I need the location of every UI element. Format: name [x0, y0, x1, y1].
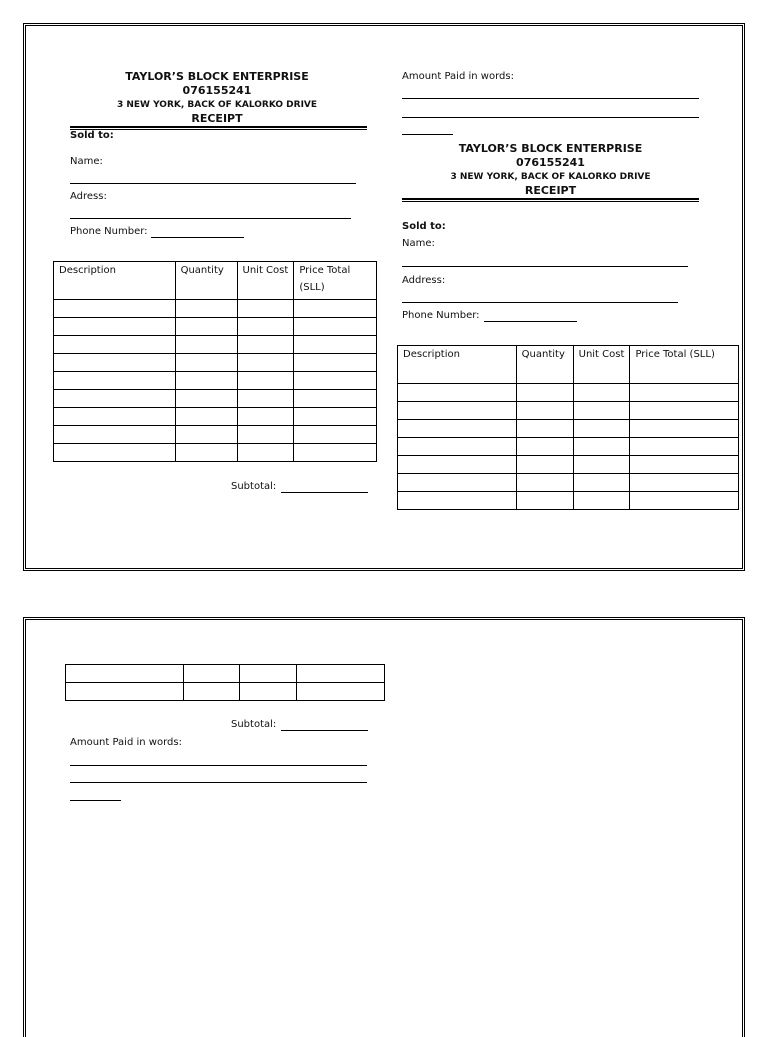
column-header: Quantity	[175, 262, 237, 300]
table-cell	[516, 492, 573, 510]
address-label: Adress:	[70, 191, 107, 202]
table-cell	[294, 408, 377, 426]
table-cell	[54, 390, 176, 408]
column-header: Unit Cost	[573, 346, 630, 384]
header-divider	[70, 126, 367, 130]
table-cell	[240, 683, 297, 701]
table-cell	[398, 492, 517, 510]
table-cell	[237, 318, 294, 336]
table-cell	[573, 492, 630, 510]
table-cell	[237, 408, 294, 426]
subtotal-label: Subtotal:	[231, 719, 277, 730]
table-row	[54, 354, 377, 372]
table-cell	[237, 336, 294, 354]
table-cell	[54, 336, 176, 354]
table-cell	[297, 683, 385, 701]
table-cell	[516, 456, 573, 474]
table-cell	[573, 420, 630, 438]
amount-words-label: Amount Paid in words:	[70, 737, 182, 748]
table-cell	[54, 372, 176, 390]
table-row	[398, 384, 739, 402]
table-row	[54, 426, 377, 444]
table-cell	[175, 426, 237, 444]
table-cell	[398, 420, 517, 438]
table-cell	[516, 438, 573, 456]
table-cell	[630, 474, 739, 492]
business-address: 3 NEW YORK, BACK OF KALORKO DRIVE	[116, 100, 318, 110]
amount-words-line-2	[70, 782, 367, 783]
table-cell	[294, 372, 377, 390]
column-header: Description	[398, 346, 517, 384]
table-cell	[398, 384, 517, 402]
amount-words-line-3	[70, 800, 121, 801]
name-line	[70, 183, 356, 184]
table-cell	[294, 444, 377, 462]
business-address: 3 NEW YORK, BACK OF KALORKO DRIVE	[450, 172, 651, 182]
table-row	[398, 438, 739, 456]
table-cell	[175, 300, 237, 318]
column-header: Price Total (SLL)	[630, 346, 739, 384]
table-cell	[573, 456, 630, 474]
business-name: TAYLOR’S BLOCK ENTERPRISE	[458, 142, 643, 155]
name-label: Name:	[402, 238, 435, 249]
table-cell	[237, 372, 294, 390]
table-cell	[297, 665, 385, 683]
table-cell	[175, 354, 237, 372]
table-cell	[294, 354, 377, 372]
business-phone: 076155241	[516, 156, 585, 169]
table-cell	[398, 474, 517, 492]
address-line	[402, 302, 678, 303]
table-cell	[54, 408, 176, 426]
table-row	[66, 665, 385, 683]
right-receipt-header	[402, 142, 699, 198]
column-header: Quantity	[516, 346, 573, 384]
table-cell	[294, 336, 377, 354]
table-cell	[573, 438, 630, 456]
column-header: Description	[54, 262, 176, 300]
table-cell	[237, 444, 294, 462]
table-row	[398, 456, 739, 474]
subtotal-line	[281, 730, 368, 731]
table-cell	[54, 426, 176, 444]
items-table-continued	[65, 664, 385, 701]
table-cell	[237, 426, 294, 444]
table-row	[398, 402, 739, 420]
table-cell	[175, 390, 237, 408]
sold-to-label: Sold to:	[402, 221, 446, 232]
table-cell	[54, 318, 176, 336]
receipt-page-1	[23, 23, 745, 571]
table-cell	[516, 384, 573, 402]
table-cell	[175, 372, 237, 390]
table-cell	[175, 408, 237, 426]
table-cell	[175, 318, 237, 336]
table-cell	[54, 300, 176, 318]
table-row	[54, 372, 377, 390]
table-cell	[237, 390, 294, 408]
table-cell	[294, 300, 377, 318]
table-cell	[294, 426, 377, 444]
table-cell	[630, 402, 739, 420]
receipt-page-2	[23, 617, 745, 1037]
items-table-right	[397, 345, 739, 510]
phone-line	[484, 321, 577, 322]
table-cell	[398, 402, 517, 420]
table-cell	[630, 492, 739, 510]
sold-to-label: Sold to:	[70, 130, 114, 141]
column-header: Unit Cost	[237, 262, 294, 300]
phone-label: Phone Number:	[402, 310, 480, 321]
table-cell	[630, 384, 739, 402]
table-row	[66, 683, 385, 701]
table-cell	[240, 665, 297, 683]
table-cell	[630, 438, 739, 456]
amount-words-line-3	[402, 134, 453, 135]
table-cell	[630, 420, 739, 438]
receipt-title: RECEIPT	[191, 112, 243, 125]
table-row	[54, 444, 377, 462]
left-receipt-header	[66, 70, 368, 126]
address-label: Address:	[402, 275, 446, 286]
amount-words-line-1	[402, 98, 699, 99]
table-cell	[54, 354, 176, 372]
subtotal-line	[281, 492, 368, 493]
table-row	[54, 390, 377, 408]
table-row	[398, 474, 739, 492]
table-cell	[573, 384, 630, 402]
table-cell	[294, 390, 377, 408]
table-row	[54, 300, 377, 318]
table-cell	[573, 474, 630, 492]
table-cell	[66, 665, 184, 683]
table-cell	[66, 683, 184, 701]
amount-words-line-1	[70, 765, 367, 766]
table-cell	[54, 444, 176, 462]
name-line	[402, 266, 688, 267]
table-cell	[237, 300, 294, 318]
table-cell	[573, 402, 630, 420]
table-cell	[237, 354, 294, 372]
table-row	[398, 420, 739, 438]
subtotal-label: Subtotal:	[231, 481, 277, 492]
table-cell	[294, 318, 377, 336]
items-table-left	[53, 261, 377, 462]
table-row	[54, 318, 377, 336]
business-name: TAYLOR’S BLOCK ENTERPRISE	[125, 70, 309, 83]
phone-line	[151, 237, 244, 238]
table-cell	[630, 456, 739, 474]
table-cell	[516, 474, 573, 492]
amount-words-line-2	[402, 117, 699, 118]
amount-words-label: Amount Paid in words:	[402, 71, 514, 82]
receipt-title: RECEIPT	[524, 184, 577, 197]
name-label: Name:	[70, 156, 103, 167]
table-row	[54, 336, 377, 354]
table-header-row	[398, 346, 739, 384]
table-header-row	[54, 262, 377, 300]
table-cell	[398, 456, 517, 474]
table-cell	[183, 683, 240, 701]
table-cell	[175, 336, 237, 354]
table-cell	[183, 665, 240, 683]
table-cell	[516, 402, 573, 420]
table-row	[54, 408, 377, 426]
business-phone: 076155241	[182, 84, 252, 97]
table-row	[398, 492, 739, 510]
address-line	[70, 218, 351, 219]
table-cell	[398, 438, 517, 456]
phone-label: Phone Number:	[70, 226, 148, 237]
header-divider	[402, 198, 699, 202]
table-cell	[516, 420, 573, 438]
table-cell	[175, 444, 237, 462]
column-header: Price Total (SLL)	[294, 262, 377, 300]
